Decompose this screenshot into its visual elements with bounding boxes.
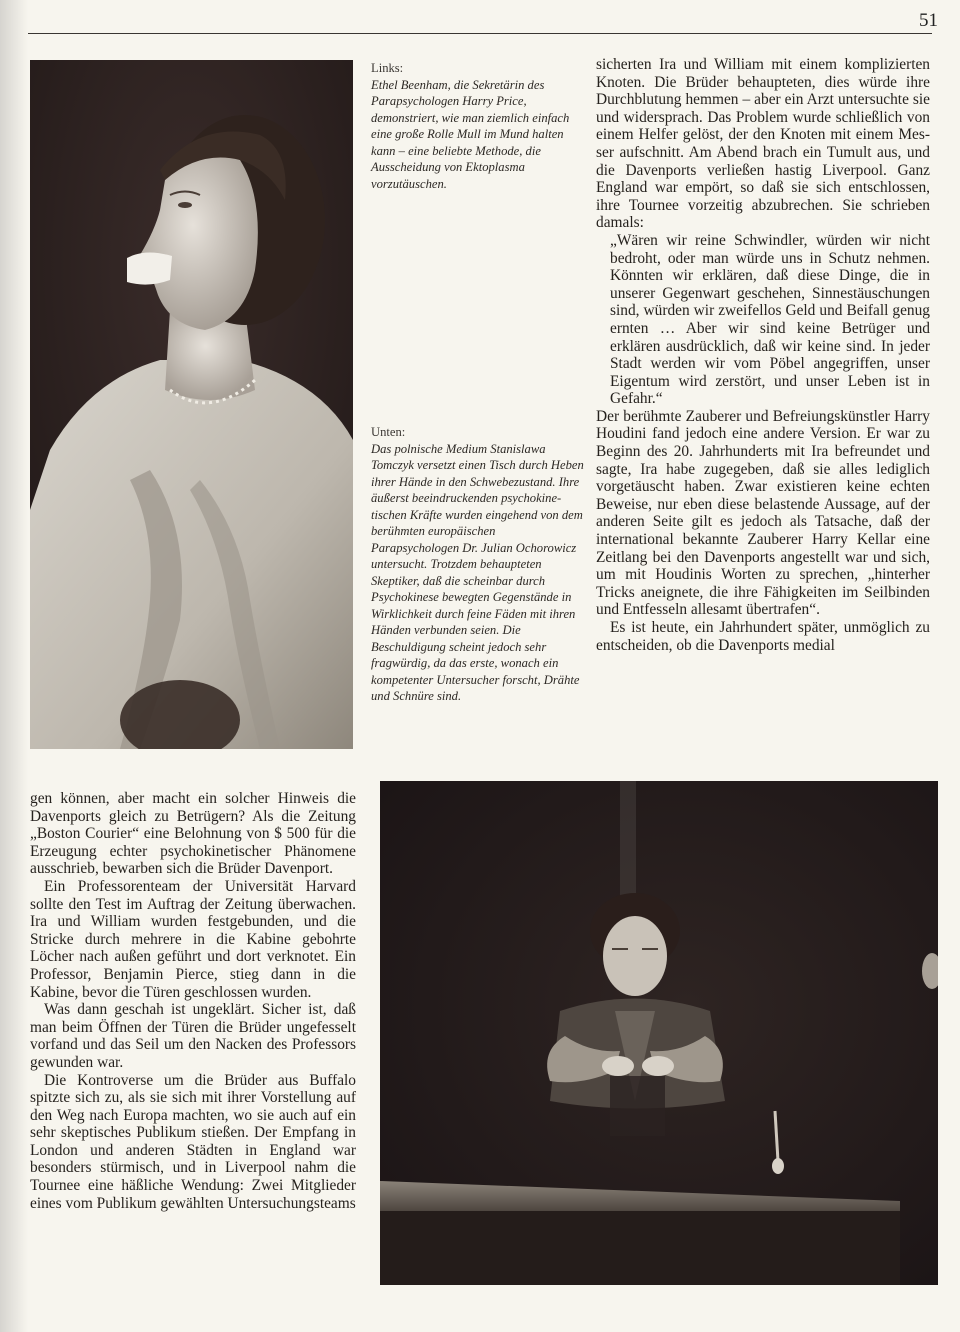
caption-top-body: Ethel Beenham, die Sekretärin des Parapsychologen Harry Price, demonstriert, wie man ziemlich einfach eine große Rolle Mull im Mund halten kann – eine beliebte Methode, die Ausscheidung von Ektoplasma vorzutäuschen. bbox=[371, 77, 570, 191]
page-number: 51 bbox=[919, 10, 938, 31]
header-rule bbox=[28, 33, 932, 34]
caption-top-lead: Links: bbox=[371, 61, 404, 75]
caption-bottom bbox=[371, 424, 586, 705]
left-paragraph-1: gen können, aber macht ein solcher Hinweis die Davenports gleich zu Betrügern? Als die Zeitung „Boston Courier“ eine Belohnung von $ 500 für die Erzeugung echter psychokinetischer Phänomene ausschrieb, bewarben sich die Brüder Davenport. bbox=[30, 790, 356, 878]
right-text-column bbox=[596, 56, 930, 654]
right-quote: „Wären wir reine Schwindler, würden wir nicht bedroht, oder man würde uns in Schutz nehmen. Könnten wir erklären, daß diese Dinge, die in unserer Gegenwart geschehen, Sinnestäuschungen sind, würden wir zweifellos Geld und Beifall genug ernten … Aber wir sind keine Betrüger und erklären ausdrücklich, daß wir keine sind. In jeder Stadt werden wir vom Pöbel angegriffen, unser Eigentum wird zerstört, und unser Leben ist in Gefahr.“ bbox=[610, 231, 930, 408]
right-paragraph-2: Der berühmte Zauberer und Befreiungskünstler Harry Houdini fand jedoch eine andere Version. Er war zu Beginn des 20. Jahrhunderts mit Ira befreundet und sagte, Ira habe zugegeben, daß sie alles lediglich vorgetäuscht haben. Zwar existieren keine echten Beweise, nur eben diese belastende Aussage, auf der anderen Seite gilt es jedoch als Tatsache, daß der international bekannte Zauberer Harry Kellar eine Zeitlang bei den Davenports angestellt war und sich, um mit Houdinis Worten zu sprechen, „hinterher Tricks aneignete, die ihre Fähigkeiten im Seilbinden und Entfesseln allesamt übertrafen“. bbox=[596, 407, 930, 619]
photo-ethel-beenham bbox=[30, 60, 353, 749]
right-paragraph-3: Es ist heute, ein Jahrhundert später, unmöglich zu entscheiden, ob die Davenports medial bbox=[596, 619, 930, 654]
caption-top bbox=[371, 60, 586, 192]
caption-bottom-lead: Unten: bbox=[371, 425, 406, 439]
left-paragraph-2: Ein Professorenteam der Universität Harvard sollte den Test im Auftrag der Zeitung überwachen. Ira und William wurden festgebunden, und die Stricke durch mehrere in die Kabine gebohrte Löcher nach außen geführt und dort verknotet. Ein Professor, Benjamin Pierce, stieg dann in die Kabine, bevor die Türen geschlossen wurden. bbox=[30, 877, 356, 1001]
left-text-column bbox=[30, 790, 356, 1212]
photo-stanislawa-tomczyk-illustration bbox=[380, 781, 938, 1285]
left-paragraph-3: Was dann geschah ist ungeklärt. Sicher ist, daß man beim Öffnen der Türen die Brüder ungefesselt vorfand und das Seil um den Nacken des Professors gewunden war. bbox=[30, 1001, 356, 1071]
left-paragraph-4: Die Kontroverse um die Brüder aus Buffalo spitzte sich zu, als sie sich mit ihrer Vorstellung auf den Weg nach Europa machten, wo sie auch auf ein sehr skeptisches Publikum stießen. Der Empfang in London und anderen Städten in England war besonders stürmisch, und in Liverpool nahm die Tournee eine häßliche Wendung: Zwei Mitglieder eines vom Publikum gewählten Untersuchungsteams bbox=[30, 1071, 356, 1212]
photo-ethel-beenham-illustration bbox=[30, 60, 353, 749]
caption-bottom-body: Das polnische Medium Stanislawa Tomczyk versetzt einen Tisch durch Heben ihrer Hände in den Schwebezustand. Ihre äußerst beeindruckenden psychokinetischen Kräfte wurden eingehend von dem berühmten europäischen Parapsychologen Dr. Julian Ochorowicz untersucht. Trotzdem behaupteten Skeptiker, daß die scheinbar durch Psychokinese bewegten Gegenstände in Wirklichkeit durch feine Fäden mit ihren Händen verbunden seien. Die Beschuldigung scheint jedoch sehr fragwürdig, da das erste, wonach ein kompetenter Untersucher forscht, Drähte und Schnüre sind. bbox=[371, 441, 584, 703]
book-spine-shadow bbox=[0, 0, 28, 1332]
right-paragraph-1: sicherten Ira und William mit einem komplizierten Knoten. Die Brüder behaupteten, dies würde ihre Durchblutung hemmen – aber ein Arzt untersuchte sie und widersprach. Das Problem wurde schließlich von einem Helfer gelöst, der den Knoten mit einem Messer aufschnitt. Am Abend brach ein Tumult aus, und die Davenports verließen hastig Liverpool. Ganz England war empört, so daß sie sich entschlossen, ihre Tournee vorzeitig abzubrechen. Sie schrieben damals: bbox=[596, 56, 930, 232]
photo-stanislawa-tomczyk bbox=[380, 781, 938, 1285]
